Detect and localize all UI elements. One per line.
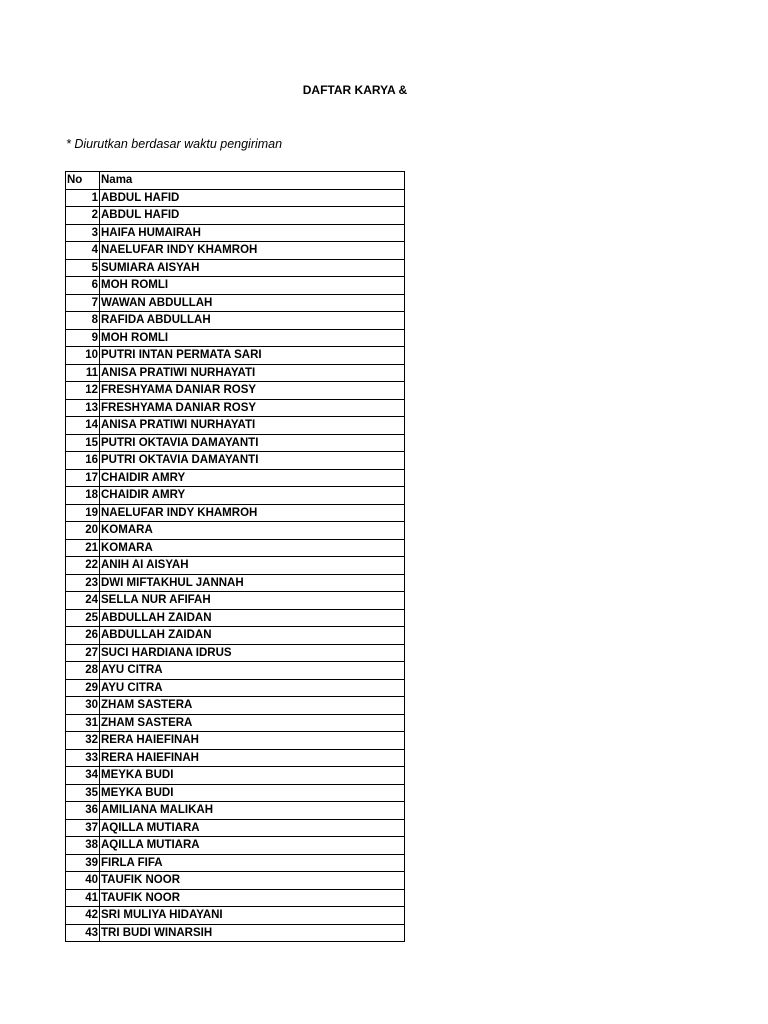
row-number: 27 (66, 644, 100, 662)
table-row (66, 872, 405, 890)
row-number: 4 (66, 242, 100, 260)
row-name: PUTRI OKTAVIA DAMAYANTI (100, 452, 405, 470)
row-name: KOMARA (100, 539, 405, 557)
row-name: MEYKA BUDI (100, 784, 405, 802)
row-number: 15 (66, 434, 100, 452)
row-name: FRESHYAMA DANIAR ROSY (100, 382, 405, 400)
table-row (66, 347, 405, 365)
row-number: 36 (66, 802, 100, 820)
table-body (66, 189, 405, 942)
row-name: AQILLA MUTIARA (100, 819, 405, 837)
row-number: 29 (66, 679, 100, 697)
table-row (66, 609, 405, 627)
row-number: 12 (66, 382, 100, 400)
table-row (66, 522, 405, 540)
row-name: ABDULLAH ZAIDAN (100, 609, 405, 627)
row-number: 18 (66, 487, 100, 505)
row-name: AYU CITRA (100, 679, 405, 697)
row-number: 39 (66, 854, 100, 872)
row-name: SUCI HARDIANA IDRUS (100, 644, 405, 662)
row-name: FRESHYAMA DANIAR ROSY (100, 399, 405, 417)
row-number: 17 (66, 469, 100, 487)
table-row (66, 557, 405, 575)
row-number: 7 (66, 294, 100, 312)
row-number: 8 (66, 312, 100, 330)
table-row (66, 329, 405, 347)
header-row (66, 172, 405, 190)
row-name: NAELUFAR INDY KHAMROH (100, 242, 405, 260)
table-row (66, 732, 405, 750)
row-number: 31 (66, 714, 100, 732)
row-name: ABDUL HAFID (100, 189, 405, 207)
row-number: 10 (66, 347, 100, 365)
row-number: 2 (66, 207, 100, 225)
table-row (66, 312, 405, 330)
row-name: ZHAM SASTERA (100, 697, 405, 715)
row-name: ANISA PRATIWI NURHAYATI (100, 364, 405, 382)
table-row (66, 802, 405, 820)
row-name: ANIH AI AISYAH (100, 557, 405, 575)
row-number: 37 (66, 819, 100, 837)
table-row (66, 644, 405, 662)
row-number: 20 (66, 522, 100, 540)
table-row (66, 504, 405, 522)
table-row (66, 224, 405, 242)
row-name: AMILIANA MALIKAH (100, 802, 405, 820)
table-row (66, 259, 405, 277)
row-name: AQILLA MUTIARA (100, 837, 405, 855)
table-row (66, 382, 405, 400)
row-number: 19 (66, 504, 100, 522)
row-name: ABDUL HAFID (100, 207, 405, 225)
table-row (66, 189, 405, 207)
row-name: SUMIARA AISYAH (100, 259, 405, 277)
row-number: 11 (66, 364, 100, 382)
row-number: 41 (66, 889, 100, 907)
header-no: No (66, 172, 100, 190)
row-number: 5 (66, 259, 100, 277)
table-row (66, 749, 405, 767)
row-name: MOH ROMLI (100, 277, 405, 295)
table-row (66, 207, 405, 225)
row-number: 28 (66, 662, 100, 680)
table-row (66, 417, 405, 435)
sort-note: * Diurutkan berdasar waktu pengiriman (66, 137, 283, 151)
row-name: WAWAN ABDULLAH (100, 294, 405, 312)
row-number: 9 (66, 329, 100, 347)
row-number: 16 (66, 452, 100, 470)
table-row (66, 574, 405, 592)
row-number: 6 (66, 277, 100, 295)
row-number: 24 (66, 592, 100, 610)
row-name: ABDULLAH ZAIDAN (100, 627, 405, 645)
row-name: ZHAM SASTERA (100, 714, 405, 732)
table-row (66, 294, 405, 312)
row-name: PUTRI OKTAVIA DAMAYANTI (100, 434, 405, 452)
document-title: DAFTAR KARYA & (302, 83, 408, 97)
row-number: 22 (66, 557, 100, 575)
table-row (66, 469, 405, 487)
table-row (66, 242, 405, 260)
row-number: 34 (66, 767, 100, 785)
header-nama: Nama (100, 172, 405, 190)
row-name: SRI MULIYA HIDAYANI (100, 907, 405, 925)
row-number: 23 (66, 574, 100, 592)
table-row (66, 539, 405, 557)
row-number: 14 (66, 417, 100, 435)
row-number: 35 (66, 784, 100, 802)
table-row (66, 854, 405, 872)
table-row (66, 364, 405, 382)
row-number: 25 (66, 609, 100, 627)
row-number: 38 (66, 837, 100, 855)
row-name: TRI BUDI WINARSIH (100, 924, 405, 942)
table-row (66, 819, 405, 837)
table-row (66, 662, 405, 680)
table-row (66, 837, 405, 855)
row-name: ANISA PRATIWI NURHAYATI (100, 417, 405, 435)
row-name: RERA HAIEFINAH (100, 749, 405, 767)
row-name: MEYKA BUDI (100, 767, 405, 785)
row-name: PUTRI INTAN PERMATA SARI (100, 347, 405, 365)
table-row (66, 889, 405, 907)
table-row (66, 399, 405, 417)
row-number: 1 (66, 189, 100, 207)
row-name: TAUFIK NOOR (100, 889, 405, 907)
row-number: 40 (66, 872, 100, 890)
names-table (65, 171, 405, 942)
table-row (66, 452, 405, 470)
table-row (66, 487, 405, 505)
row-number: 30 (66, 697, 100, 715)
table-row (66, 767, 405, 785)
table-row (66, 907, 405, 925)
row-name: SELLA NUR AFIFAH (100, 592, 405, 610)
row-number: 32 (66, 732, 100, 750)
row-number: 13 (66, 399, 100, 417)
table-row (66, 714, 405, 732)
table-row (66, 592, 405, 610)
row-name: HAIFA HUMAIRAH (100, 224, 405, 242)
row-name: NAELUFAR INDY KHAMROH (100, 504, 405, 522)
row-number: 26 (66, 627, 100, 645)
row-number: 33 (66, 749, 100, 767)
row-name: DWI MIFTAKHUL JANNAH (100, 574, 405, 592)
table-row (66, 277, 405, 295)
row-name: AYU CITRA (100, 662, 405, 680)
row-name: FIRLA FIFA (100, 854, 405, 872)
row-name: TAUFIK NOOR (100, 872, 405, 890)
table-row (66, 434, 405, 452)
row-name: RAFIDA ABDULLAH (100, 312, 405, 330)
table-row (66, 924, 405, 942)
row-name: KOMARA (100, 522, 405, 540)
row-name: MOH ROMLI (100, 329, 405, 347)
table-row (66, 784, 405, 802)
row-number: 42 (66, 907, 100, 925)
table-row (66, 627, 405, 645)
table-row (66, 697, 405, 715)
table-header (66, 172, 405, 190)
row-name: CHAIDIR AMRY (100, 487, 405, 505)
row-number: 43 (66, 924, 100, 942)
row-name: CHAIDIR AMRY (100, 469, 405, 487)
row-name: RERA HAIEFINAH (100, 732, 405, 750)
row-number: 21 (66, 539, 100, 557)
row-number: 3 (66, 224, 100, 242)
table-row (66, 679, 405, 697)
